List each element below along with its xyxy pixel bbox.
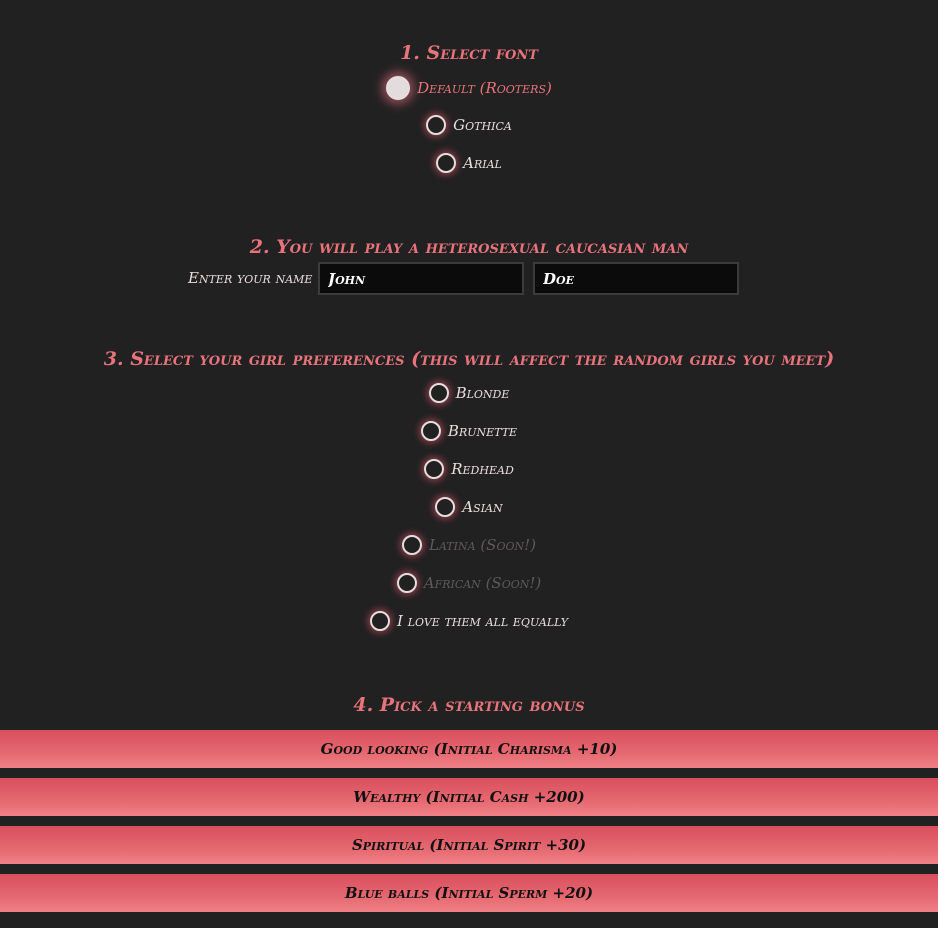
- last-name-input[interactable]: [533, 262, 739, 295]
- girl-option-label: Redhead: [451, 460, 514, 478]
- name-row: [0, 262, 938, 295]
- girl-option-latina[interactable]: [0, 531, 938, 559]
- girl-option-redhead[interactable]: [0, 455, 938, 483]
- radio-unchecked-icon[interactable]: [402, 535, 422, 555]
- girl-option-label: Asian: [462, 498, 503, 516]
- girl-option-label: African (Soon!): [423, 574, 542, 592]
- font-option-arial[interactable]: [0, 149, 938, 177]
- radio-unchecked-icon[interactable]: [397, 573, 417, 593]
- girl-option-all[interactable]: [0, 607, 938, 635]
- radio-unchecked-icon[interactable]: [435, 497, 455, 517]
- girl-section-heading: 3. Select your girl preferences (this will affect the random girls you meet): [103, 348, 835, 370]
- bonus-wealthy-button[interactable]: Wealthy (Initial Cash +200): [0, 778, 938, 816]
- radio-unchecked-icon[interactable]: [429, 383, 449, 403]
- radio-unchecked-icon[interactable]: [424, 459, 444, 479]
- girl-option-label: Latina (Soon!): [429, 536, 536, 554]
- girl-option-brunette[interactable]: [0, 417, 938, 445]
- bonus-blue-balls-button[interactable]: Blue balls (Initial Sperm +20): [0, 874, 938, 912]
- radio-checked-icon[interactable]: [386, 76, 410, 100]
- font-option-label: Arial: [463, 154, 502, 172]
- bonus-good-looking-button[interactable]: Good looking (Initial Charisma +10): [0, 730, 938, 768]
- girl-option-label: I love them all equally: [397, 612, 568, 630]
- font-option-label: Default (Rooters): [417, 79, 552, 97]
- name-label: Enter your name: [188, 269, 313, 287]
- girl-option-asian[interactable]: [0, 493, 938, 521]
- bonus-section-heading: 4. Pick a starting bonus: [353, 694, 585, 716]
- first-name-input[interactable]: [318, 262, 524, 295]
- font-option-default[interactable]: [0, 74, 938, 102]
- girl-option-label: Brunette: [447, 422, 518, 440]
- girl-option-label: Blonde: [455, 384, 510, 402]
- bonus-spiritual-button[interactable]: Spiritual (Initial Spirit +30): [0, 826, 938, 864]
- radio-unchecked-icon[interactable]: [370, 611, 390, 631]
- radio-unchecked-icon[interactable]: [421, 421, 441, 441]
- font-option-label: Gothica: [453, 116, 512, 134]
- font-option-gothica[interactable]: [0, 111, 938, 139]
- font-section-heading: 1. Select font: [400, 42, 538, 64]
- name-section-heading: 2. You will play a heterosexual caucasian man: [249, 236, 689, 258]
- girl-option-blonde[interactable]: [0, 379, 938, 407]
- girl-option-african[interactable]: [0, 569, 938, 597]
- radio-unchecked-icon[interactable]: [436, 153, 456, 173]
- radio-unchecked-icon[interactable]: [426, 115, 446, 135]
